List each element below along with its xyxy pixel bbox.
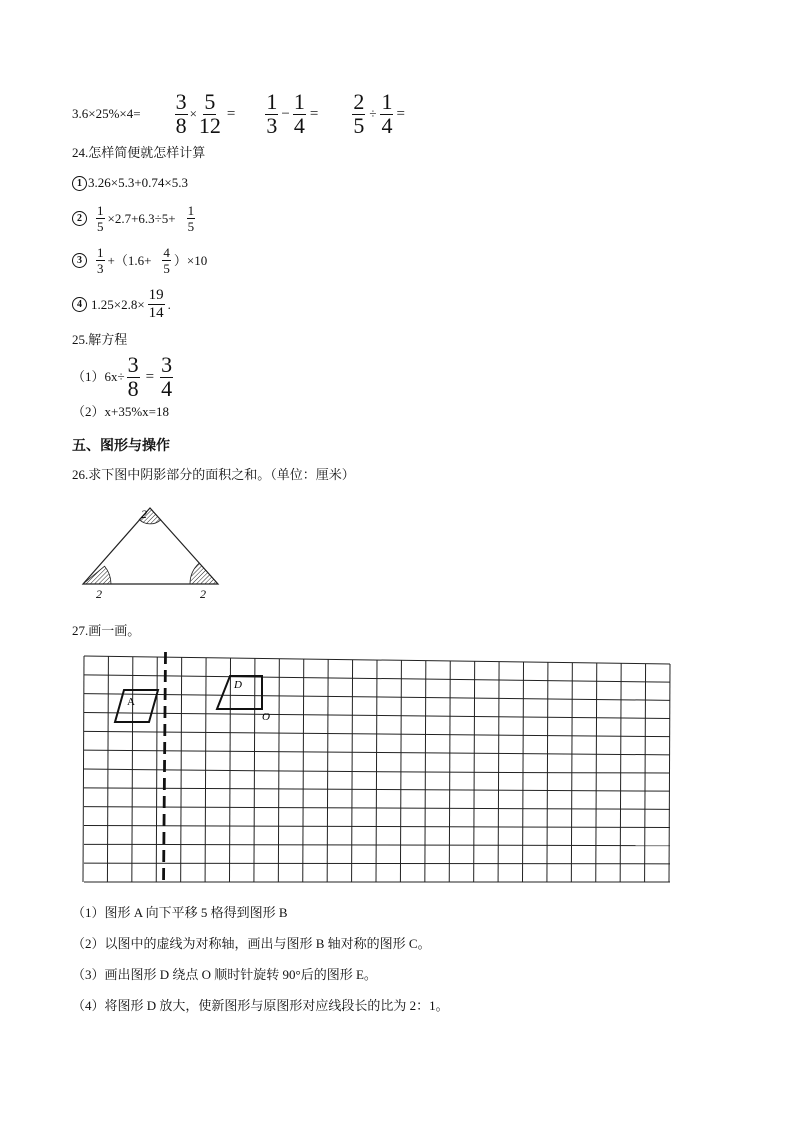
grid-vline — [303, 659, 304, 882]
section-5-heading: 五、图形与操作 — [72, 438, 170, 454]
q27-instruction-3: （3）画出图形 D 绕点 O 顺时针旋转 90°后的图形 E。 — [72, 967, 377, 982]
q27-instruction-1: （1）图形 A 向下平移 5 格得到图形 B — [72, 905, 288, 920]
fraction-1-3: $\frac{1}{3}$ — [266, 89, 278, 138]
q24-item-1: 1 3.26×5.3+0.74×5.3 — [72, 175, 188, 191]
q27-instruction-2: （2）以图中的虚线为对称轴，画出与图形 B 轴对称的图形 C。 — [72, 936, 431, 951]
drawing-grid — [82, 650, 674, 890]
circled-number-1: 1 — [72, 176, 87, 191]
grid-hline — [84, 807, 670, 810]
fraction-2-5: $\frac{2}{5}$ — [353, 89, 365, 138]
fraction-3-8: $\frac{3}{8}$ — [175, 89, 187, 138]
grid-vline — [474, 661, 475, 882]
length-label-right: 2 — [200, 587, 206, 601]
times-sign: × — [189, 106, 197, 121]
grid-hline — [84, 863, 670, 864]
fraction-1-3b: $\frac{1}{3}$ — [97, 245, 104, 276]
q24-title: 24.怎样简便就怎样计算 — [72, 145, 206, 160]
fraction-1-4: $\frac{1}{4}$ — [293, 89, 305, 138]
q25-title: 25.解方程 — [72, 332, 128, 347]
grid-vline — [498, 662, 499, 882]
fraction-19-14: $\frac{19}{14}$ — [148, 287, 164, 321]
q25-eq-1: （1）6x÷ $\frac{3}{8}$ = $\frac{3}{4}$ — [72, 352, 173, 401]
q24-item-2: 2 $\frac{1}{5}$ ×2.7+6.3÷5+ $\frac{1}{5}$ — [72, 204, 195, 233]
fraction-5-12: $\frac{5}{12}$ — [198, 89, 221, 138]
grid-vline — [83, 656, 84, 882]
grid-vline — [523, 662, 524, 882]
divide-sign: ÷ — [369, 106, 377, 121]
minus-sign: − — [281, 106, 290, 122]
q25-eq-2: （2）x+35%x=18 — [72, 404, 169, 419]
calc-row — [72, 89, 405, 138]
equals-sign: = — [226, 106, 236, 122]
grid-vline — [425, 661, 426, 882]
length-label-top: 2 — [141, 507, 147, 521]
label-d: D — [234, 679, 242, 691]
q24-item-3: 3 $\frac{1}{3}$ +（1.6+ $\frac{4}{5}$ ）×10 — [72, 246, 207, 275]
grid-vline — [352, 660, 353, 882]
grid-vline — [278, 659, 279, 882]
grid-vline — [230, 658, 231, 882]
equals-sign: = — [396, 106, 405, 122]
symmetry-axis — [164, 652, 166, 886]
label-a: A — [127, 696, 135, 708]
q27-title: 27.画一画。 — [72, 623, 141, 638]
fraction-1-4b: $\frac{1}{4}$ — [381, 89, 393, 138]
grid-vline — [376, 660, 377, 882]
grid-hline — [84, 826, 670, 828]
circled-number-2: 2 — [72, 211, 87, 226]
length-label-left: 2 — [96, 587, 102, 601]
fraction-1-5b: $\frac{1}{5}$ — [187, 203, 195, 234]
label-o: O — [262, 711, 270, 723]
triangle-figure — [72, 500, 232, 604]
circled-number-3: 3 — [72, 253, 87, 268]
grid-lines — [83, 656, 670, 882]
grid-hline — [84, 788, 670, 791]
fraction-3-4: $\frac{3}{4}$ — [161, 352, 173, 401]
q27-instruction-4: （4）将图形 D 放大，使新图形与原图形对应线段长的比为 2：1。 — [72, 998, 449, 1013]
circled-number-4: 4 — [72, 297, 87, 312]
q24-item-4: 4 1.25×2.8× $\frac{19}{14}$ . — [72, 288, 171, 321]
shaded-sector-right — [190, 563, 218, 584]
q26-title: 26.求下图中阴影部分的面积之和。（单位：厘米） — [72, 467, 355, 482]
calc-1: 3.6×25%×4= — [72, 106, 141, 121]
grid-vline — [254, 658, 255, 882]
grid-vline — [449, 661, 450, 882]
fraction-4-5: $\frac{4}{5}$ — [163, 245, 170, 276]
fraction-3-8b: $\frac{3}{8}$ — [127, 352, 139, 401]
grid-vline — [400, 660, 401, 882]
equals-sign: = — [309, 106, 319, 122]
grid-vline — [327, 659, 328, 882]
fraction-1-5: $\frac{1}{5}$ — [97, 203, 104, 234]
grid-hline — [84, 844, 670, 845]
